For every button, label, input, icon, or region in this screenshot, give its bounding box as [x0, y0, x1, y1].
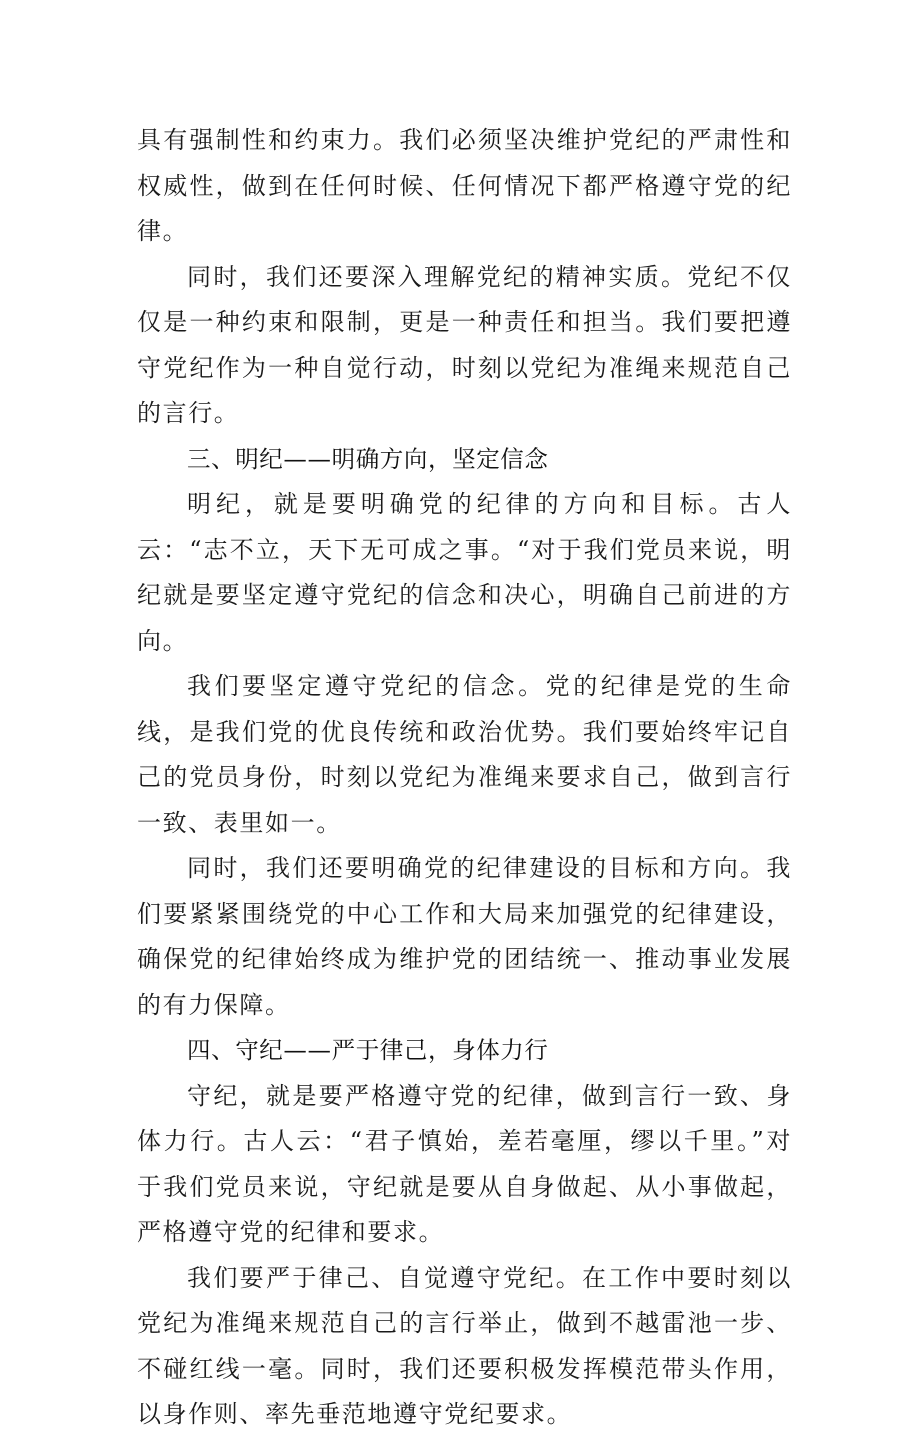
paragraph: 同时，我们还要深入理解党纪的精神实质。党纪不仅仅是一种约束和限制，更是一种责任和担当。我们要把遵守党纪作为一种自觉行动，时刻以党纪为准绳来规范自己的言行。 [137, 262, 792, 427]
paragraph: 明纪，就是要明确党的纪律的方向和目标。古人云：“志不立，天下无可成之事。“对于我们党员来说，明纪就是要坚定遵守党纪的信念和决心，明确自己前进的方向。 [137, 490, 792, 655]
paragraph-continuation: 具有强制性和约束力。我们必须坚决维护党纪的严肃性和权威性，做到在任何时候、任何情况下都严格遵守党的纪律。 [137, 126, 792, 245]
paragraph: 我们要坚定遵守党纪的信念。党的纪律是党的生命线，是我们党的优良传统和政治优势。我们要始终牢记自己的党员身份，时刻以党纪为准绳来要求自己，做到言行一致、表里如一。 [137, 672, 792, 837]
paragraph: 守纪，就是要严格遵守党的纪律，做到言行一致、身体力行。古人云：“君子慎始，差若毫厘，缪以千里。”对于我们党员来说，守纪就是要从自身做起、从小事做起，严格遵守党的纪律和要求。 [137, 1081, 792, 1246]
section-heading-three: 三、明纪——明确方向，坚定信念 [187, 444, 549, 473]
paragraph: 同时，我们还要明确党的纪律建设的目标和方向。我们要紧紧围绕党的中心工作和大局来加强党的纪律建设，确保党的纪律始终成为维护党的团结统一、推动事业发展的有力保障。 [137, 854, 792, 1019]
document-page [137, 118, 792, 1438]
section-heading-four: 四、守纪——严于律己，身体力行 [187, 1036, 549, 1064]
paragraph: 我们要严于律己、自觉遵守党纪。在工作中要时刻以党纪为准绳来规范自己的言行举止，做到不越雷池一步、不碰红线一毫。同时，我们还要积极发挥模范带头作用，以身作则、率先垂范地遵守党纪要求。 [137, 1263, 792, 1428]
